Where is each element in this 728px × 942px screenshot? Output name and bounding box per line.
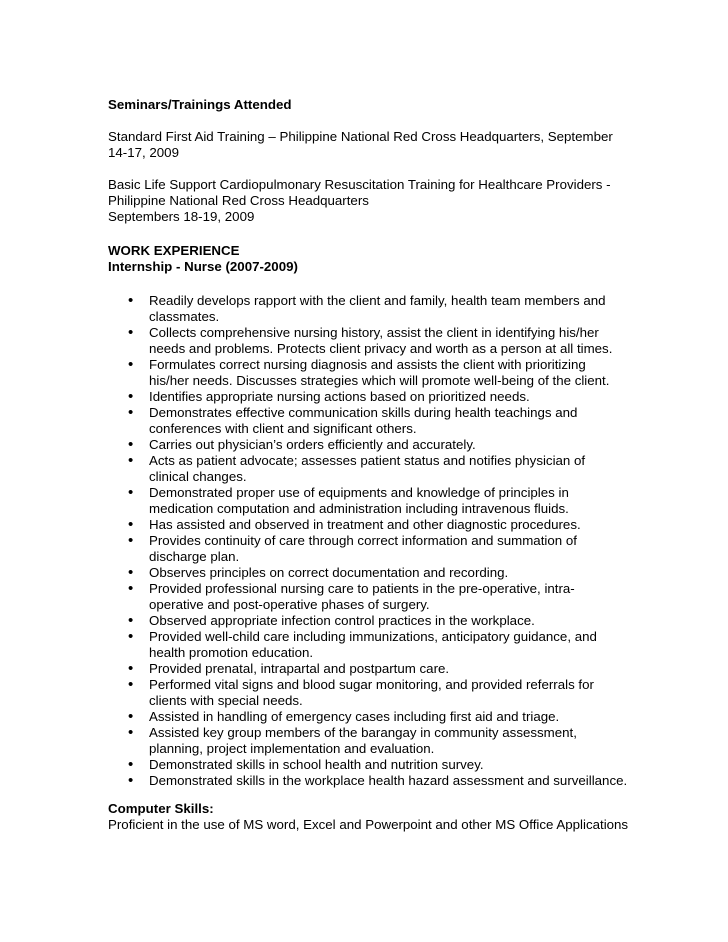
duty-line: Demonstrates effective communication skills during health teachings and [149, 405, 578, 420]
duty-line: discharge plan. [149, 549, 240, 564]
duty-item [128, 724, 708, 757]
duty-line: Observes principles on correct documentation and recording. [149, 565, 509, 580]
duty-line: Performed vital signs and blood sugar monitoring, and provided referrals for [149, 677, 594, 692]
duty-line: needs and problems. Protects client privacy and worth as a person at all times. [149, 341, 613, 356]
duty-item [128, 660, 708, 677]
seminar-line: Philippine National Red Cross Headquarters [108, 193, 369, 208]
duty-item [128, 564, 708, 581]
resume-page [108, 97, 708, 833]
duty-line: Readily develops rapport with the client and family, health team members and [149, 293, 606, 308]
bullet-icon: • [128, 724, 134, 741]
duty-line: Carries out physician’s orders efficiently and accurately. [149, 437, 476, 452]
bullet-icon: • [128, 564, 134, 581]
duty-line: Acts as patient advocate; assesses patient status and notifies physician of [149, 453, 586, 468]
duty-item [128, 356, 708, 389]
duty-line: his/her needs. Discusses strategies which will promote well-being of the client. [149, 373, 610, 388]
duty-line: planning, project implementation and evaluation. [149, 741, 435, 756]
duty-item [128, 404, 708, 437]
seminar-line: Septembers 18-19, 2009 [108, 209, 255, 224]
bullet-icon: • [128, 580, 134, 597]
bullet-icon: • [128, 772, 134, 789]
duty-line: Collects comprehensive nursing history, assist the client in identifying his/her [149, 325, 599, 340]
seminar-line: 14-17, 2009 [108, 145, 179, 160]
bullet-icon: • [128, 676, 134, 693]
duty-line: medication computation and administration including intravenous fluids. [149, 501, 569, 516]
seminars-heading: Seminars/Trainings Attended [108, 97, 292, 112]
duty-line: clients with special needs. [149, 693, 303, 708]
duty-item [128, 484, 708, 517]
duty-item [128, 676, 708, 709]
bullet-icon: • [128, 628, 134, 645]
bullet-icon: • [128, 756, 134, 773]
duty-line: Has assisted and observed in treatment and other diagnostic procedures. [149, 517, 581, 532]
duty-line: health promotion education. [149, 645, 314, 660]
work-experience-heading: WORK EXPERIENCE [108, 243, 240, 258]
duty-item [128, 532, 708, 565]
bullet-icon: • [128, 516, 134, 533]
bullet-icon: • [128, 388, 134, 405]
duty-item [128, 580, 708, 613]
duty-line: Provided professional nursing care to patients in the pre-operative, intra- [149, 581, 575, 596]
duty-item [128, 292, 708, 325]
duty-item [128, 324, 708, 357]
seminar-entry [108, 129, 708, 161]
bullet-icon: • [128, 484, 134, 501]
duty-item [128, 452, 708, 485]
duty-item [128, 388, 708, 405]
bullet-icon: • [128, 436, 134, 453]
bullet-icon: • [128, 708, 134, 725]
duty-line: Observed appropriate infection control practices in the workplace. [149, 613, 535, 628]
bullet-icon: • [128, 532, 134, 549]
duty-line: operative and post-operative phases of surgery. [149, 597, 430, 612]
duty-line: Provided well-child care including immunizations, anticipatory guidance, and [149, 629, 597, 644]
duty-line: Assisted key group members of the barangay in community assessment, [149, 725, 577, 740]
duty-line: Demonstrated skills in school health and nutrition survey. [149, 757, 484, 772]
duty-line: Assisted in handling of emergency cases including first aid and triage. [149, 709, 560, 724]
bullet-icon: • [128, 356, 134, 373]
bullet-icon: • [128, 660, 134, 677]
duty-line: Provides continuity of care through correct information and summation of [149, 533, 577, 548]
bullet-icon: • [128, 612, 134, 629]
duty-line: conferences with client and significant others. [149, 421, 417, 436]
duty-line: clinical changes. [149, 469, 247, 484]
seminar-entry [108, 177, 708, 225]
duty-line: Formulates correct nursing diagnosis and assists the client with prioritizing [149, 357, 586, 372]
duties-list [108, 293, 708, 789]
bullet-icon: • [128, 324, 134, 341]
seminar-line: Basic Life Support Cardiopulmonary Resuscitation Training for Healthcare Providers - [108, 177, 611, 192]
bullet-icon: • [128, 292, 134, 309]
duty-item [128, 612, 708, 629]
duty-line: Demonstrated proper use of equipments and knowledge of principles in [149, 485, 569, 500]
duty-item [128, 436, 708, 453]
seminar-line: Standard First Aid Training – Philippine National Red Cross Headquarters, September [108, 129, 613, 144]
duty-line: classmates. [149, 309, 220, 324]
computer-skills-heading: Computer Skills: [108, 801, 214, 816]
bullet-icon: • [128, 404, 134, 421]
duty-line: Demonstrated skills in the workplace health hazard assessment and surveillance. [149, 773, 628, 788]
duty-item [128, 708, 708, 725]
duty-line: Identifies appropriate nursing actions based on prioritized needs. [149, 389, 530, 404]
duty-item [128, 516, 708, 533]
duty-item [128, 628, 708, 661]
position-title: Internship - Nurse (2007-2009) [108, 259, 298, 274]
duty-item [128, 772, 708, 789]
duty-item [128, 756, 708, 773]
computer-skills-text: Proficient in the use of MS word, Excel and Powerpoint and other MS Office Applications [108, 817, 629, 832]
bullet-icon: • [128, 452, 134, 469]
duty-line: Provided prenatal, intrapartal and postpartum care. [149, 661, 450, 676]
